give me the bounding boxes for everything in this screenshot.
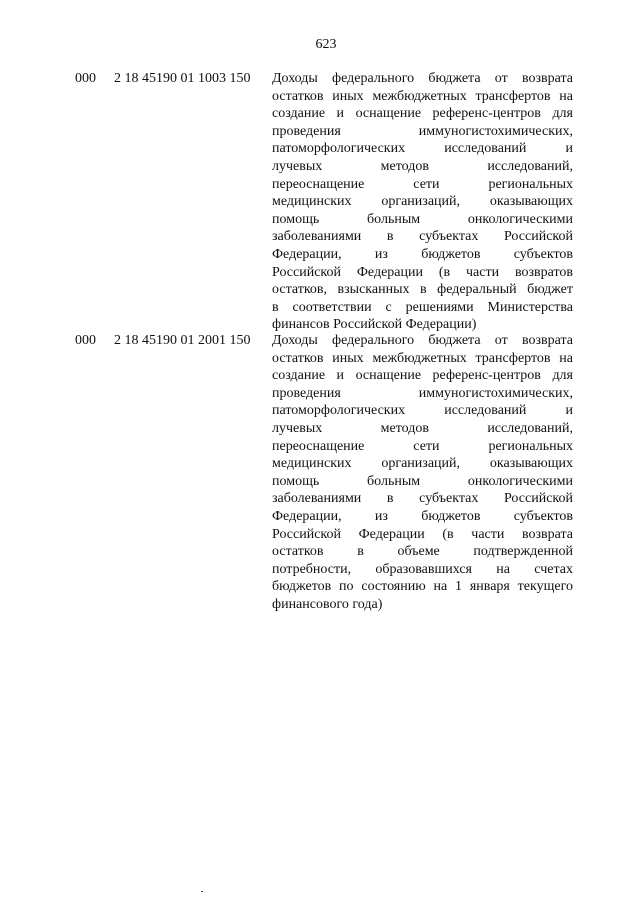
page-number: 623 bbox=[315, 37, 337, 52]
description-line: остатков иных межбюджетных трансфертов на bbox=[272, 350, 573, 366]
description-line: Доходы федерального бюджета от возврата bbox=[272, 71, 573, 86]
description-line: медицинских организаций, оказывающих bbox=[272, 194, 573, 210]
admin-code: 000 bbox=[75, 333, 96, 348]
description-line: остатков, взысканных в федеральный бюджет bbox=[272, 282, 573, 298]
description-line: патоморфологических исследований и bbox=[272, 403, 573, 419]
budget-classification-code: 2 18 45190 01 1003 150 bbox=[114, 71, 251, 86]
description-line: заболеваниями в субъектах Российской bbox=[272, 491, 573, 507]
entry-description bbox=[272, 332, 573, 614]
description-line: в соответствии с решениями Министерства bbox=[272, 299, 573, 315]
description-line: патоморфологических исследований и bbox=[272, 141, 573, 157]
description-line: переоснащение сети региональных bbox=[272, 176, 573, 192]
description-line: медицинских организаций, оказывающих bbox=[272, 456, 573, 472]
description-line: финансов Российской Федерации) bbox=[272, 317, 477, 333]
description-line: лучевых методов исследований, bbox=[272, 158, 573, 174]
description-line: Федерации, из бюджетов субъектов bbox=[272, 246, 573, 262]
description-line: создание и оснащение референс-центров для bbox=[272, 368, 573, 384]
description-line: помощь больным онкологическими bbox=[272, 473, 573, 489]
description-line: финансового года) bbox=[272, 596, 383, 612]
description-line: потребности, образовавшихся на счетах bbox=[272, 561, 573, 577]
description-line: остатков в объеме подтвержденной bbox=[272, 544, 573, 560]
description-line: бюджетов по состоянию на 1 января текущего bbox=[272, 579, 573, 595]
description-line: лучевых методов исследований, bbox=[272, 420, 573, 436]
description-line: помощь больным онкологическими bbox=[272, 211, 573, 227]
description-line: создание и оснащение референс-центров для bbox=[272, 106, 573, 122]
description-line: Федерации, из бюджетов субъектов bbox=[272, 508, 573, 524]
admin-code: 000 bbox=[75, 71, 96, 86]
entry-description bbox=[272, 70, 573, 334]
budget-classification-code: 2 18 45190 01 2001 150 bbox=[114, 333, 251, 348]
description-line: переоснащение сети региональных bbox=[272, 438, 573, 454]
description-line: проведения иммуногистохимических, bbox=[272, 385, 573, 401]
description-line: остатков иных межбюджетных трансфертов на bbox=[272, 88, 573, 104]
description-line: Доходы федерального бюджета от возврата bbox=[272, 333, 573, 348]
description-line: Российской Федерации (в части возврата bbox=[272, 526, 573, 542]
description-line: проведения иммуногистохимических, bbox=[272, 123, 573, 139]
description-line: Российской Федерации (в части возвратов bbox=[272, 264, 573, 280]
scan-artifact-dot bbox=[201, 891, 203, 892]
description-line: заболеваниями в субъектах Российской bbox=[272, 229, 573, 245]
